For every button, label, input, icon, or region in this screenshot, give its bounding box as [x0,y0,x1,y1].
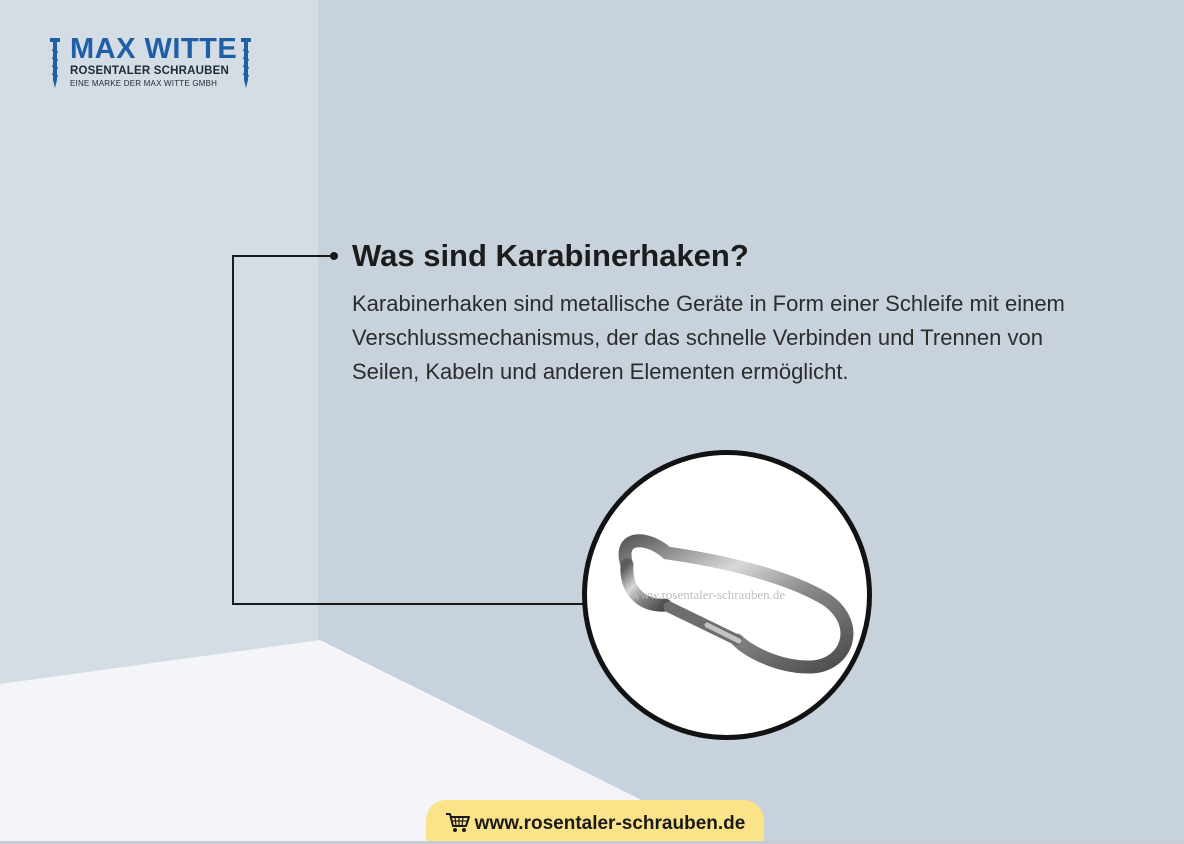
logo-brand: MAX WITTE [70,33,238,65]
connector-dot [330,252,338,260]
shopping-cart-icon [445,812,471,834]
photo-watermark: www.rosentaler-schrauben.de [631,587,786,602]
section-heading: Was sind Karabinerhaken? [352,238,749,273]
logo-tagline: EINE MARKE DER MAX WITTE GMBH [70,79,218,88]
website-url[interactable]: www.rosentaler-schrauben.de [474,813,746,834]
website-link[interactable] [426,800,764,844]
carabiner-photo [582,450,872,740]
logo-subtitle: ROSENTALER SCHRAUBEN [70,65,230,77]
section-body-text: Karabinerhaken sind metallische Geräte in Form einer Schleife mit einem Verschlussmechanismus, der das schnelle Verbinden und Trennen von Seilen, Kabeln und anderen Elementen ermöglicht. [352,291,1065,384]
